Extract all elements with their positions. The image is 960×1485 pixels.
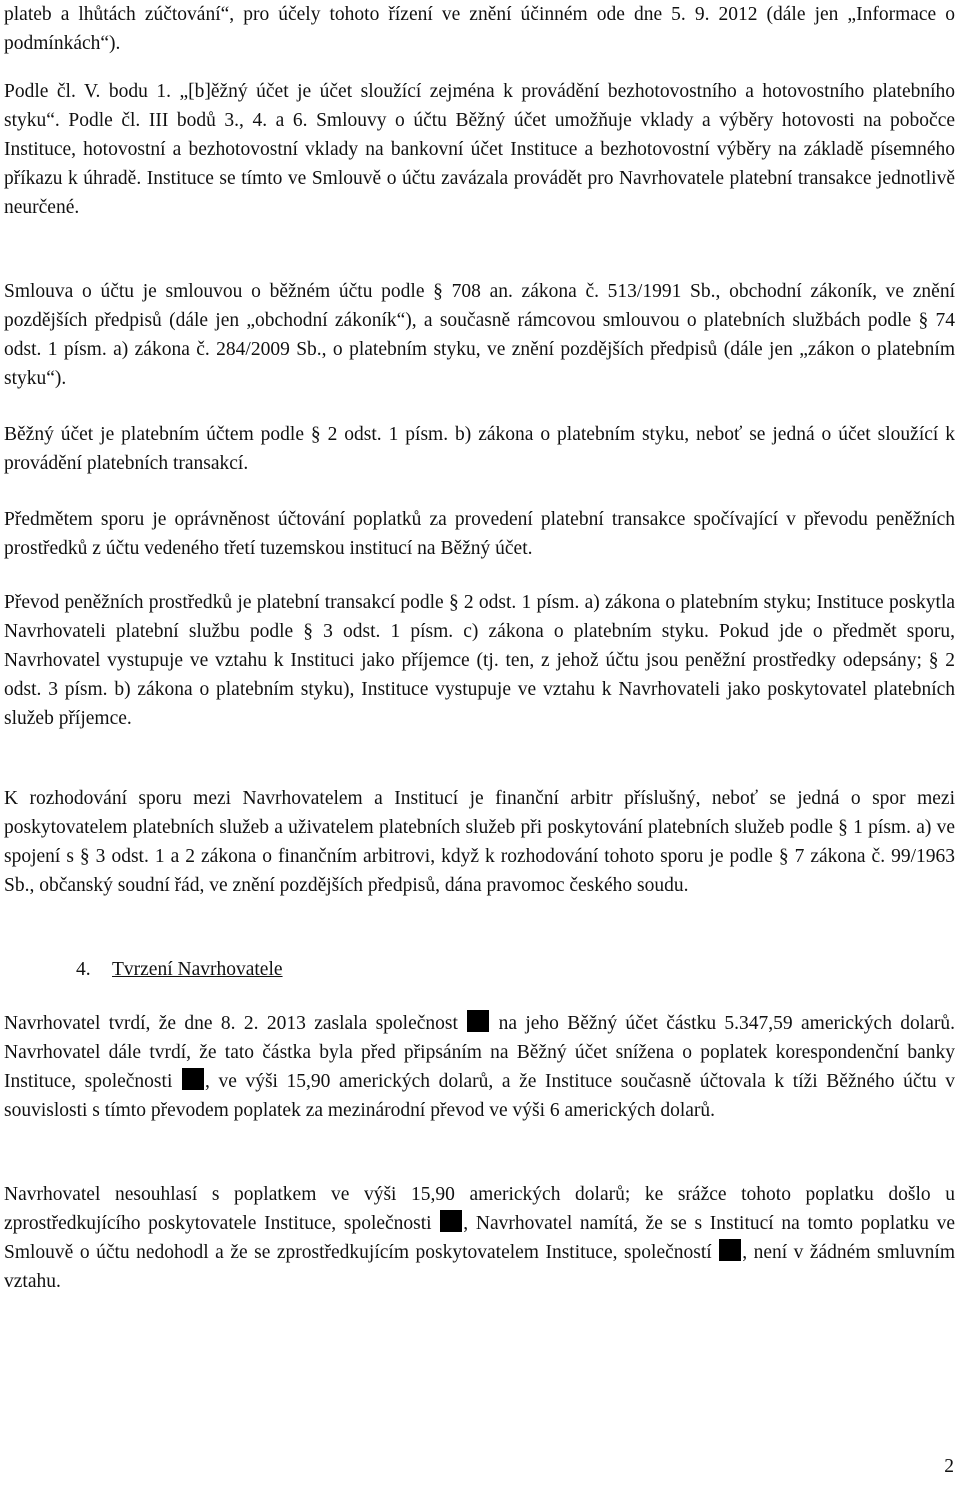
section-heading — [76, 955, 283, 984]
text-line: poplatek za mezinárodní převod ve výši 6 amerických dolarů. — [233, 1100, 716, 1121]
text-line: se tímto ve Smlouvě o účtu zavázala provádět pro Navrhovatele platební transakce jednotlivě — [219, 168, 955, 189]
text-line: Navrhovatel nesouhlasí s poplatkem ve výši 15,90 amerických dolarů; ke srážce tohoto poplatku — [4, 1184, 874, 1205]
text-line: neurčené. — [4, 197, 80, 218]
paragraph-6 — [4, 588, 955, 733]
text-line: v převodu peněžních prostředků z účtu vedeného třetí tuzemskou institucí na Běžný účet. — [4, 509, 955, 559]
text-line: amerických dolarů. Navrhovatel dále tvrdí, že tato částka byla před připsáním na Běžný účet — [4, 1013, 955, 1063]
redaction-box — [182, 1068, 204, 1090]
text-line: bankovní účet Instituce a bezhotovostní výběry na základě písemného příkazu k úhradě. Instituce — [4, 139, 955, 189]
text-line: když k rozhodování tohoto sporu je podle § 7 zákona č. 99/1963 Sb., občanský soudní řád, — [4, 846, 956, 896]
text-line: o platebním styku. Pokud jde o předmět sporu, Navrhovatel vystupuje ve vztahu k Instituci jako — [4, 621, 955, 671]
paragraph-9 — [4, 1180, 955, 1296]
text-line: došlo u zprostředkujícího poskytovatele Instituce, společnosti , Navrhovatel namítá, že se — [4, 1184, 955, 1234]
redaction-box — [719, 1239, 741, 1261]
text-line: smlouvou o platebních službách podle § 74 odst. 1 písm. a) zákona č. 284/2009 Sb., o platebním — [4, 310, 955, 360]
text-line: Převod peněžních prostředků je platební transakcí podle § 2 odst. 1 písm. a) zákona o platebním — [4, 592, 759, 613]
text-line: zákoník, ve znění pozdějších předpisů (dále jen „obchodní zákoník“), a současně rámcovou — [4, 281, 956, 331]
text-line: Podle čl. V. bodu 1. „[b]ěžný účet je účet sloužící zejména k provádění bezhotovostního — [4, 81, 737, 102]
text-line: ve znění pozdějších předpisů, dána pravomoc českého soudu. — [209, 875, 689, 896]
section-number: 4. — [76, 959, 91, 980]
text-line: umožňuje vklady a výběry hotovosti na pobočce Instituce, hotovostní a bezhotovostní vklady na — [4, 110, 956, 160]
text-line: o platebním styku), Instituce vystupuje ve vztahu k Navrhovateli jako poskytovatel platebních — [199, 679, 956, 700]
text-line: Běžný účet je platebním účtem podle § 2 odst. 1 písm. b) zákona o platebním styku, neboť se — [4, 424, 766, 445]
text-line: a hotovostního platebního styku“. Podle čl. III bodů 3., 4. a 6. Smlouvy o účtu Běžný účet — [4, 81, 956, 131]
text-line: poskytovatelem Instituce, společností , není v žádném smluvním vztahu. — [4, 1242, 955, 1292]
text-line: styku; Instituce poskytla Navrhovateli platební službu podle § 3 odst. 1 písm. c) zákona — [4, 592, 956, 642]
text-line: jedná o účet sloužící k provádění platebních transakcí. — [4, 424, 955, 474]
section-title: Tvrzení Navrhovatele — [112, 959, 283, 980]
text-line: K rozhodování sporu mezi Navrhovatelem a Institucí je finanční arbitr příslušný, neboť se jedná — [4, 788, 840, 809]
text-line: dolarů, a že Instituce současně účtovala k tíži Běžného účtu v souvislosti s tímto převodem — [4, 1071, 956, 1121]
paragraph-5 — [4, 505, 955, 563]
page-number: 2 — [944, 1456, 954, 1477]
text-line: platebních služeb podle § 1 písm. a) ve spojení s § 3 odst. 1 a 2 zákona o finančním arbitrovi, — [4, 817, 956, 867]
text-line: s Institucí na tomto poplatku ve Smlouvě o účtu nedohodl a že se zprostředkujícím — [4, 1213, 956, 1263]
text-line: o spor mezi poskytovatelem platebních služeb a uživatelem platebních služeb při poskytování — [4, 788, 956, 838]
text-line: plateb a lhůtách zúčtování“, pro účely tohoto řízení ve znění účinném ode dne 5. 9. 2012 (dále — [4, 4, 806, 25]
text-line: Předmětem sporu je oprávněnost účtování poplatků za provedení platební transakce spočívající — [4, 509, 779, 530]
paragraph-4 — [4, 420, 955, 478]
text-line: příjemce (tj. ten, z jehož účtu jsou peněžní prostředky odepsány; § 2 odst. 3 písm. b) zákona — [4, 650, 955, 700]
paragraph-7 — [4, 784, 955, 900]
paragraph-2 — [4, 77, 955, 222]
redaction-box — [440, 1210, 462, 1232]
text-line: Navrhovatel tvrdí, že dne 8. 2. 2013 zaslala společnost na jeho Běžný účet částku 5.347,59 — [4, 1013, 793, 1034]
paragraph-1 — [4, 0, 955, 58]
redaction-box — [467, 1010, 489, 1032]
paragraph-8 — [4, 1009, 955, 1125]
paragraph-3 — [4, 277, 955, 393]
text-line: snížena o poplatek korespondenční banky Instituce, společnosti , ve výši 15,90 amerických — [4, 1042, 955, 1092]
text-line: služeb příjemce. — [4, 708, 132, 729]
text-line: jen „Informace o podmínkách“). — [4, 4, 955, 54]
text-line: styku, ve znění pozdějších předpisů (dále jen „zákon o platebním styku“). — [4, 339, 955, 389]
text-line: Smlouva o účtu je smlouvou o běžném účtu podle § 708 an. zákona č. 513/1991 Sb., obchodní — [4, 281, 802, 302]
